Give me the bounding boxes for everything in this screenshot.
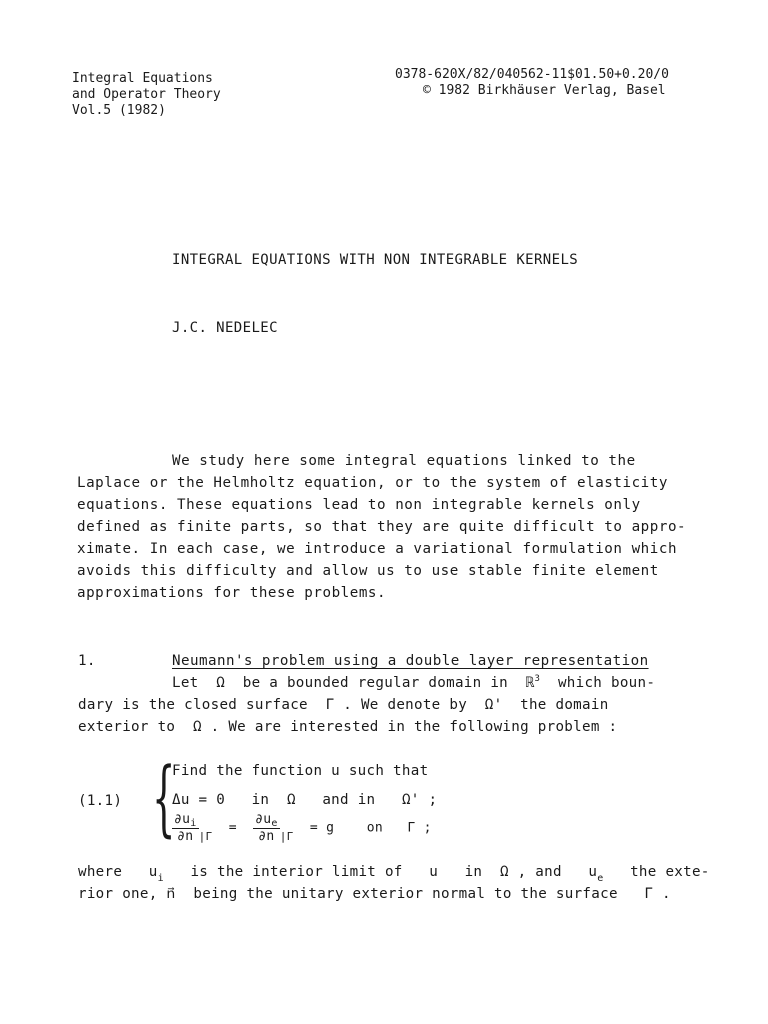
equation-row2 — [172, 789, 437, 811]
math-gamma: Γ . — [644, 886, 671, 902]
math-subscript: i — [157, 873, 164, 884]
text: in — [464, 864, 483, 880]
math-normal-vector: n⃗ — [166, 886, 176, 902]
closing-line1 — [78, 861, 710, 885]
abstract-line: approximations for these problems. — [77, 585, 387, 601]
math-omega: Ω — [286, 792, 296, 808]
math: u — [588, 864, 598, 880]
text: on — [366, 820, 384, 836]
text: . We are interested in the following problem : — [210, 719, 618, 735]
text: and in — [322, 792, 376, 808]
math-gamma: Γ — [325, 697, 335, 713]
journal-name-line2: and Operator Theory — [72, 87, 221, 102]
math-equals: = — [228, 820, 237, 836]
math: ∂u — [255, 812, 272, 827]
abstract-line: defined as finite parts, so that they are quite difficult to appro- — [77, 519, 687, 535]
abstract-line: equations. These equations lead to non integrable kernels only — [77, 497, 641, 513]
math-omega-prime: Ω' — [484, 697, 503, 713]
text: exterior to — [78, 719, 176, 735]
text: rior one, — [78, 886, 158, 902]
copyright: © 1982 Birkhäuser Verlag, Basel — [423, 83, 666, 98]
text: being the unitary exterior normal to the surface — [193, 886, 618, 902]
math-subscript: e — [597, 873, 604, 884]
text: . We denote by — [343, 697, 468, 713]
text: is the interior limit of — [190, 864, 403, 880]
text: where — [78, 864, 123, 880]
math: ∂n — [177, 829, 194, 844]
math-subscript: e — [271, 818, 278, 829]
math-gamma: Γ ; — [407, 820, 432, 836]
abstract-line: Laplace or the Helmholtz equation, or to the system of elasticity — [77, 475, 668, 491]
text: be a bounded regular domain in — [242, 675, 508, 691]
text: dary is the closed surface — [78, 697, 308, 713]
math: = g — [309, 820, 335, 836]
journal-name-line1: Integral Equations — [72, 71, 213, 86]
text: the exte- — [630, 864, 710, 880]
equation-row1: Find the function u such that — [172, 763, 429, 779]
math-omega: Ω — [499, 864, 509, 880]
math: ∂u — [174, 812, 191, 827]
abstract-line: avoids this difficulty and allow us to use stable finite element — [77, 563, 659, 579]
closing-line2 — [78, 883, 671, 905]
section-heading: Neumann's problem using a double layer representation — [172, 653, 649, 669]
text: the domain — [520, 697, 609, 713]
paper-title: INTEGRAL EQUATIONS WITH NON INTEGRABLE KERNELS — [172, 252, 579, 268]
section-text-line1 — [172, 672, 655, 696]
equation-brace: { — [152, 751, 176, 846]
article-code: 0378-620X/82/040562-11$01.50+0.20/0 — [395, 67, 669, 82]
text: Let — [172, 675, 199, 691]
fraction-exterior — [253, 812, 280, 844]
text: , and — [517, 864, 562, 880]
equation-row3 — [172, 812, 432, 844]
math-omega-prime: Ω' ; — [401, 792, 438, 808]
math: Δu = 0 — [172, 792, 226, 808]
math-exponent: 3 — [534, 674, 541, 684]
math-reals: ℝ — [525, 675, 535, 691]
math-restriction: |Γ — [198, 829, 213, 843]
section-text-line3 — [78, 716, 617, 738]
fraction-interior — [172, 812, 199, 844]
math: ∂n — [258, 829, 275, 844]
math: u — [429, 864, 439, 880]
equation-label: (1.1) — [78, 793, 123, 809]
math: u — [148, 864, 158, 880]
math-omega: Ω — [216, 675, 226, 691]
math-restriction: |Γ — [279, 829, 294, 843]
author: J.C. NEDELEC — [172, 320, 278, 336]
math-omega: Ω — [192, 719, 202, 735]
text: in — [251, 792, 270, 808]
section-text-line2 — [78, 694, 609, 716]
abstract-line: ximate. In each case, we introduce a variational formulation which — [77, 541, 678, 557]
math-subscript: i — [190, 818, 197, 829]
section-number: 1. — [78, 653, 96, 669]
text: which boun- — [557, 675, 656, 691]
abstract-line: We study here some integral equations linked to the — [172, 453, 636, 469]
journal-volume: Vol.5 (1982) — [72, 103, 166, 118]
